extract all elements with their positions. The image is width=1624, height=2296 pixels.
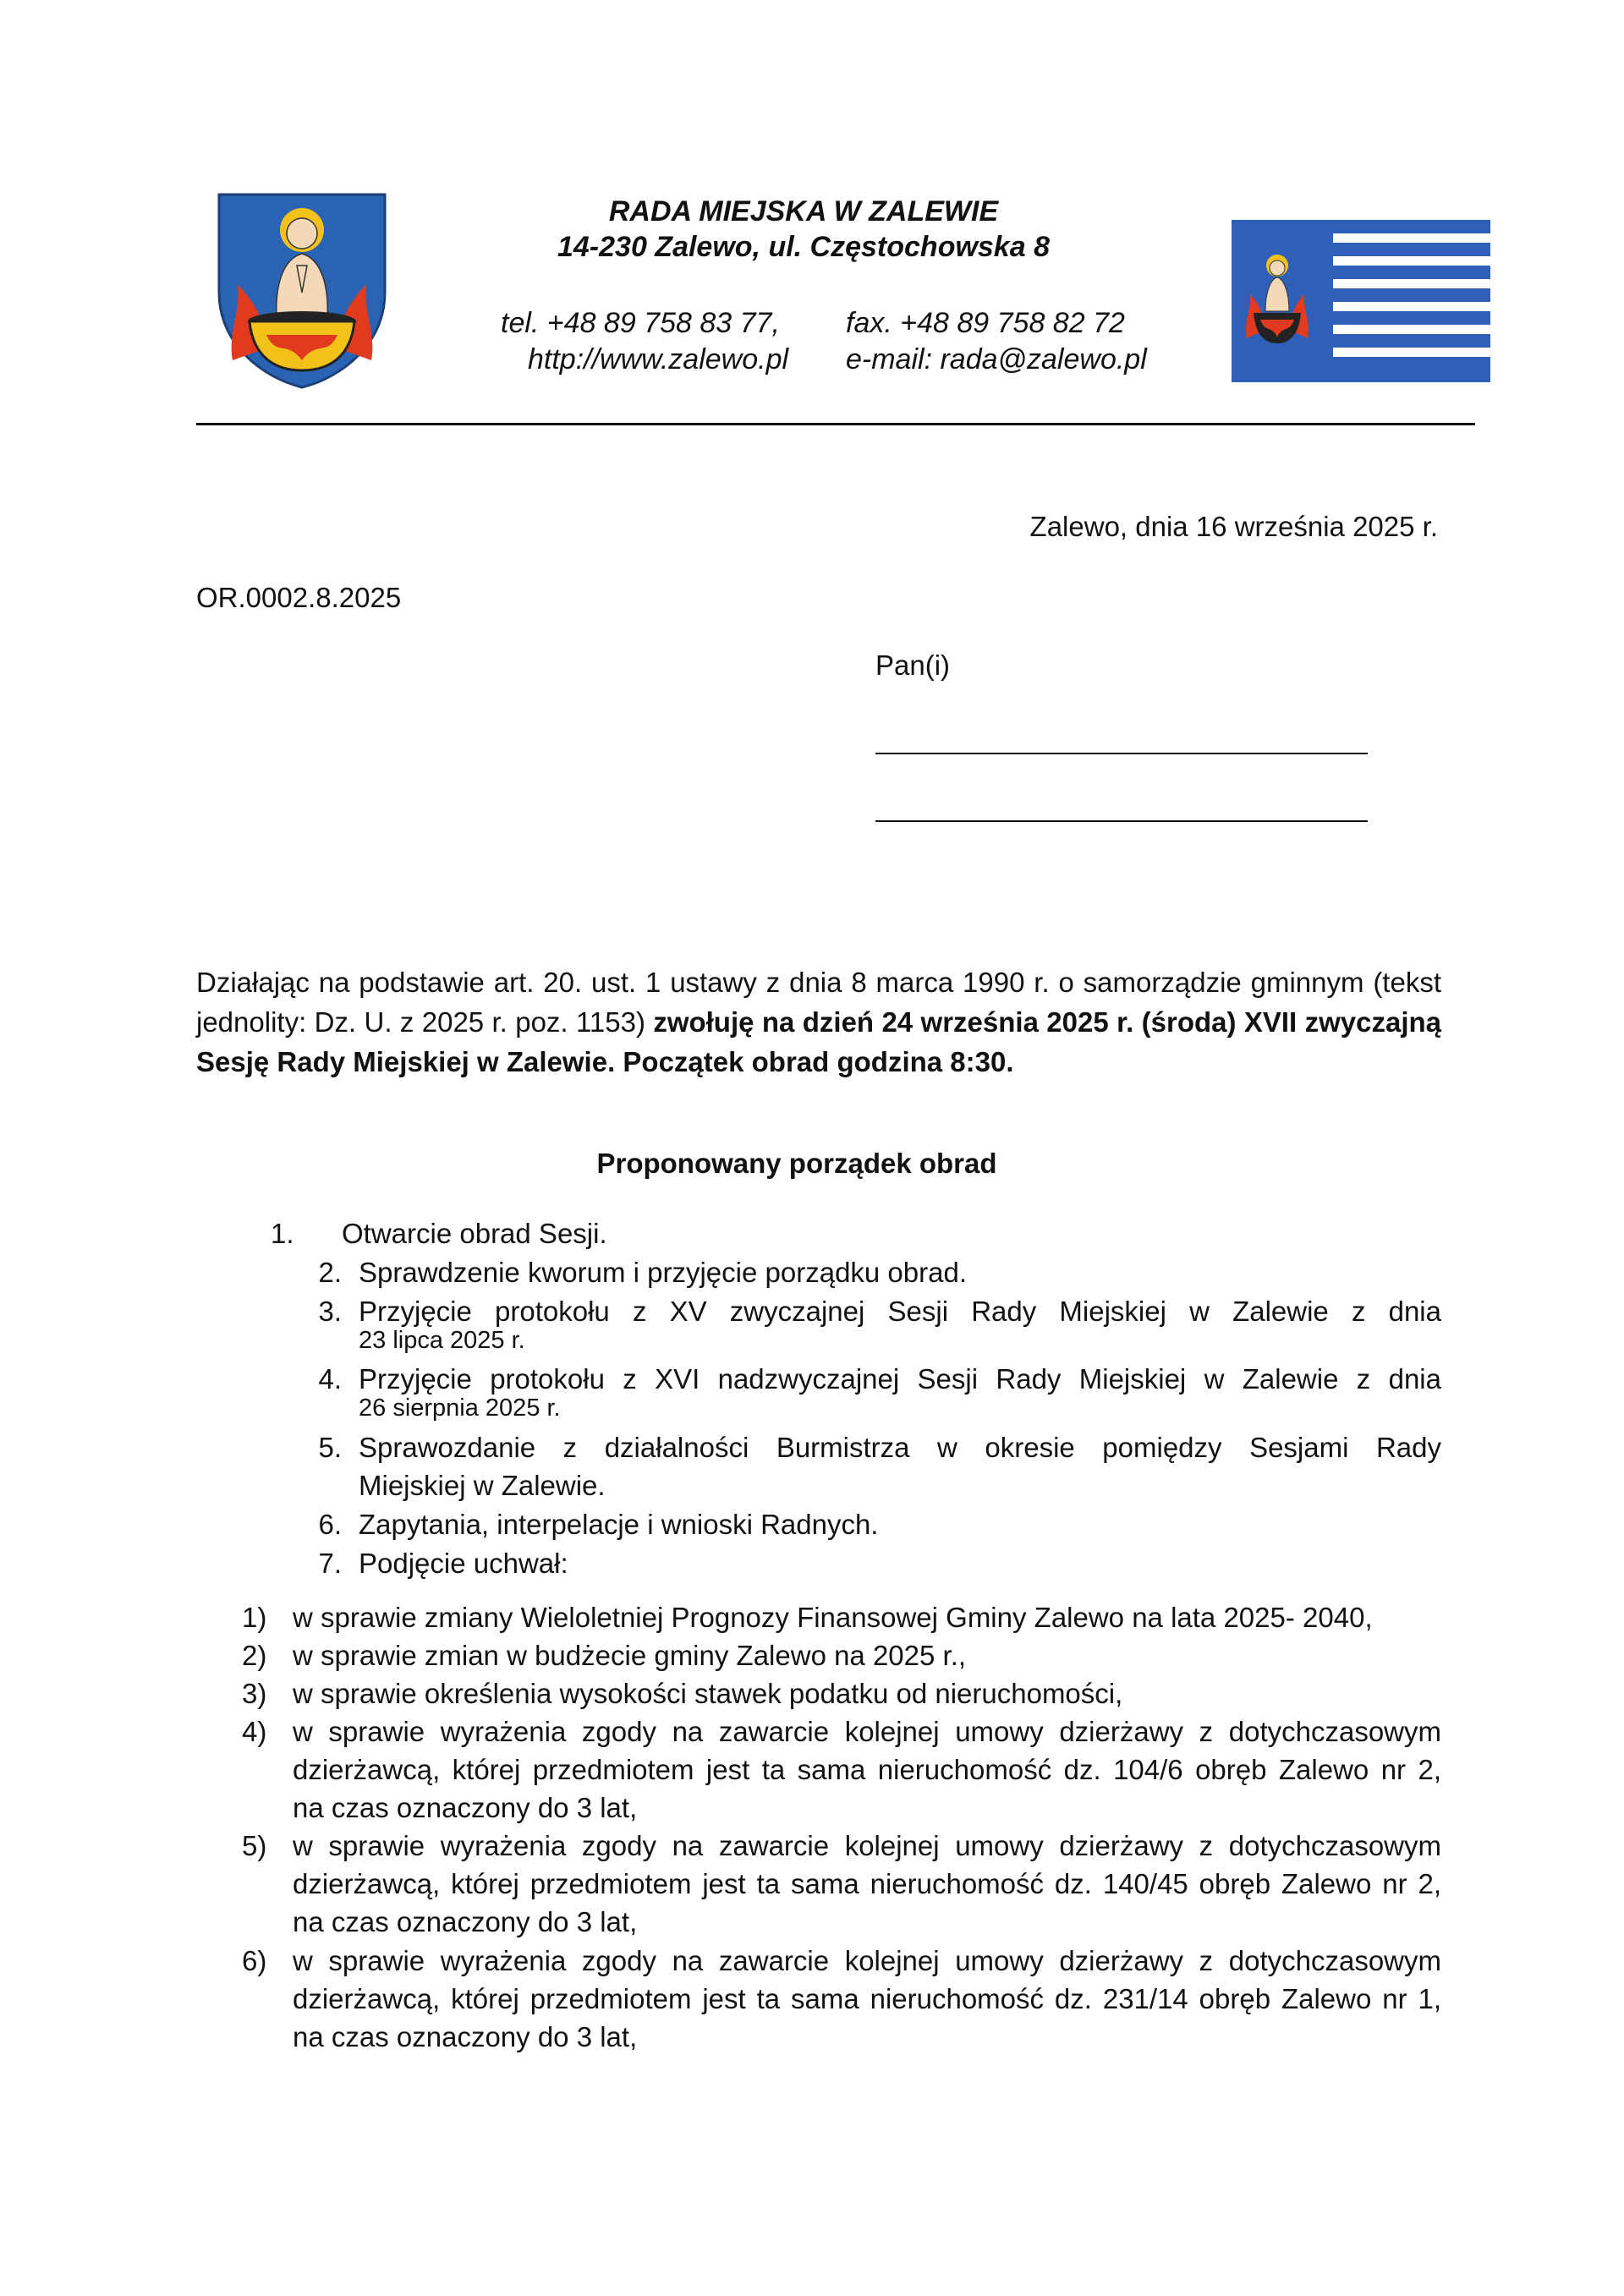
resolution-item: w sprawie zmiany Wieloletniej Prognozy Finansowej Gminy Zalewo na lata 2025- 2040, xyxy=(293,1602,1373,1633)
agenda-number: 7. xyxy=(318,1548,342,1579)
org-address: 14-230 Zalewo, ul. Częstochowska 8 xyxy=(557,231,1050,263)
resolution-number: 1) xyxy=(242,1602,267,1633)
website-link[interactable]: http://www.zalewo.pl xyxy=(528,343,789,375)
agenda-number: 4. xyxy=(318,1363,342,1395)
agenda-item: Przyjęcie protokołu z XV zwyczajnej Sesji Rady Miejskiej w Zalewie z dnia xyxy=(359,1296,1441,1327)
resolution-number: 6) xyxy=(242,1945,267,1976)
resolution-item-line: w sprawie wyrażenia zgody na zawarcie kolejnej umowy dzierżawy z dotychczasowym xyxy=(293,1716,1441,1747)
resolution-item-line: w sprawie wyrażenia zgody na zawarcie kolejnej umowy dzierżawy z dotychczasowym xyxy=(293,1945,1441,1976)
coat-of-arms-logo xyxy=(216,191,388,391)
org-name: RADA MIEJSKA W ZALEWIE xyxy=(608,195,999,227)
body-paragraph xyxy=(196,962,1441,1082)
agenda-item: Otwarcie obrad Sesji. xyxy=(342,1218,607,1249)
resolution-item-line: dzierżawcą, której przedmiotem jest ta sama nieruchomość dz. 140/45 obręb Zalewo nr 2, xyxy=(293,1868,1441,1899)
resolution-item-line: dzierżawcą, której przedmiotem jest ta sama nieruchomość dz. 104/6 obręb Zalewo nr 2, xyxy=(293,1754,1441,1785)
agenda-item-continuation: 23 lipca 2025 r. xyxy=(359,1327,525,1354)
agenda-title: Proponowany porządek obrad xyxy=(596,1148,997,1179)
agenda-item-continuation: Miejskiej w Zalewie. xyxy=(359,1470,606,1501)
resolution-number: 3) xyxy=(242,1678,267,1709)
letter-date: Zalewo, dnia 16 września 2025 r. xyxy=(1029,511,1438,542)
resolution-item-line: na czas oznaczony do 3 lat, xyxy=(293,1792,638,1823)
resolution-number: 2) xyxy=(242,1640,267,1671)
fax-number: fax. +48 89 758 82 72 xyxy=(846,307,1125,339)
resolution-item: w sprawie zmian w budżecie gminy Zalewo na 2025 r., xyxy=(293,1640,967,1671)
agenda-item: Przyjęcie protokołu z XVI nadzwyczajnej Sesji Rady Miejskiej w Zalewie z dnia xyxy=(359,1363,1441,1395)
phone-number: tel. +48 89 758 83 77, xyxy=(501,307,780,339)
resolution-item-line: w sprawie wyrażenia zgody na zawarcie kolejnej umowy dzierżawy z dotychczasowym xyxy=(293,1830,1441,1861)
body-text-bold: zwołuję na dzień 24 września 2025 r. (środa) XVII zwyczajną Sesję Rady Miejskiej w Zalewie. Początek obrad godzina 8:30. xyxy=(196,1006,1441,1077)
agenda-number: 5. xyxy=(318,1432,342,1463)
agenda-item-continuation: 26 sierpnia 2025 r. xyxy=(359,1395,561,1422)
agenda-number: 3. xyxy=(318,1296,342,1327)
resolution-item: w sprawie określenia wysokości stawek podatku od nieruchomości, xyxy=(293,1678,1123,1709)
body-text-plain: Działając na podstawie art. 20. ust. 1 ustawy z dnia 8 marca 1990 r. o samorządzie gminnym (tekst jednolity: Dz. U. z 2025 r. poz. 1153) xyxy=(196,967,1441,1038)
email-link[interactable]: e-mail: rada@zalewo.pl xyxy=(846,343,1147,375)
agenda-item: Sprawozdanie z działalności Burmistrza w okresie pomiędzy Sesjami Rady xyxy=(359,1432,1441,1463)
resolution-item-line: dzierżawcą, której przedmiotem jest ta sama nieruchomość dz. 231/14 obręb Zalewo nr 1, xyxy=(293,1983,1441,2014)
resolution-number: 5) xyxy=(242,1830,267,1861)
agenda-number: 6. xyxy=(318,1509,342,1540)
agenda-number: 2. xyxy=(318,1257,342,1288)
municipal-flag-logo xyxy=(1232,220,1490,382)
agenda-number: 1. xyxy=(271,1218,294,1249)
agenda-item: Sprawdzenie kworum i przyjęcie porządku obrad. xyxy=(359,1257,968,1288)
addressee-line-2 xyxy=(875,820,1368,822)
reference-number: OR.0002.8.2025 xyxy=(196,582,402,613)
agenda-item: Podjęcie uchwał: xyxy=(359,1548,568,1579)
resolution-number: 4) xyxy=(242,1716,267,1747)
header-divider xyxy=(196,423,1475,425)
addressee-line-1 xyxy=(875,753,1368,754)
agenda-item: Zapytania, interpelacje i wnioski Radnych. xyxy=(359,1509,879,1540)
resolution-item-line: na czas oznaczony do 3 lat, xyxy=(293,2021,638,2052)
addressee-label: Pan(i) xyxy=(875,649,951,681)
resolution-item-line: na czas oznaczony do 3 lat, xyxy=(293,1906,638,1937)
